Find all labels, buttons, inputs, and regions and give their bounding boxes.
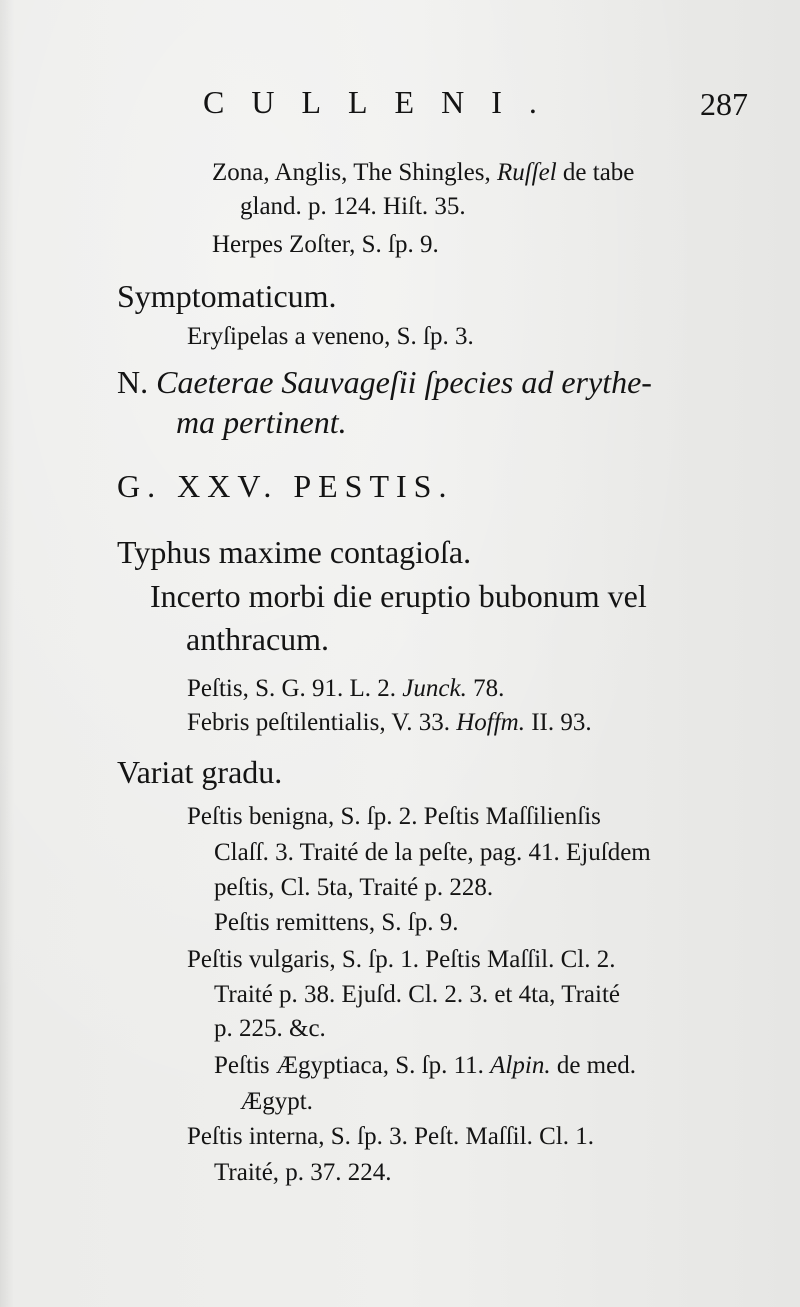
text-line: Zona, Anglis, The Shingles, Ruſſel de tabe <box>212 159 635 186</box>
section-heading: Variat gradu. <box>117 754 283 790</box>
text-line: Eryſipelas a veneno, S. ſp. 3. <box>187 323 474 350</box>
text-line: Peſtis interna, S. ſp. 3. Peſt. Maſſil. Cl. 1. <box>187 1123 594 1150</box>
definition-line: Typhus maxime contagioſa. <box>117 534 472 570</box>
text-line: p. 225. &c. <box>214 1015 326 1042</box>
note-line: ma pertinent. <box>176 404 347 440</box>
text-line: Ægypt. <box>240 1088 313 1115</box>
text-line: Traité p. 38. Ejuſd. Cl. 2. 3. et 4ta, Traité <box>214 981 621 1008</box>
text-line: Peſtis Ægyptiaca, S. ſp. 11. Alpin. de med. <box>214 1052 636 1079</box>
text-line: Peſtis benigna, S. ſp. 2. Peſtis Maſſilienſis <box>187 803 601 830</box>
running-head: CULLENI. <box>203 84 564 120</box>
definition-line: anthracum. <box>186 621 330 657</box>
text-line: Peſtis remittens, S. ſp. 9. <box>214 909 459 936</box>
genus-heading: G. XXV. PESTIS. <box>117 468 454 504</box>
text-line: Febris peſtilentialis, V. 33. Hoffm. II. 93. <box>187 709 592 736</box>
text-line: Claſſ. 3. Traité de la peſte, pag. 41. Ejuſdem <box>214 839 651 866</box>
text-line: Peſtis, S. G. 91. L. 2. Junck. 78. <box>187 675 505 702</box>
note-line: N. Caeterae Sauvageſii ſpecies ad erythe- <box>117 364 652 400</box>
text-line: peſtis, Cl. 5ta, Traité p. 228. <box>214 874 494 901</box>
text-line: Traité, p. 37. 224. <box>214 1159 392 1186</box>
section-heading: Symptomaticum. <box>117 278 337 314</box>
page-number: 287 <box>700 86 748 122</box>
text-line: Peſtis vulgaris, S. ſp. 1. Peſtis Maſſil. Cl. 2. <box>187 946 616 973</box>
text-line: Herpes Zoſter, S. ſp. 9. <box>212 231 439 258</box>
text-line: gland. p. 124. Hiſt. 35. <box>240 193 466 220</box>
definition-line: Incerto morbi die eruptio bubonum vel <box>150 578 647 614</box>
